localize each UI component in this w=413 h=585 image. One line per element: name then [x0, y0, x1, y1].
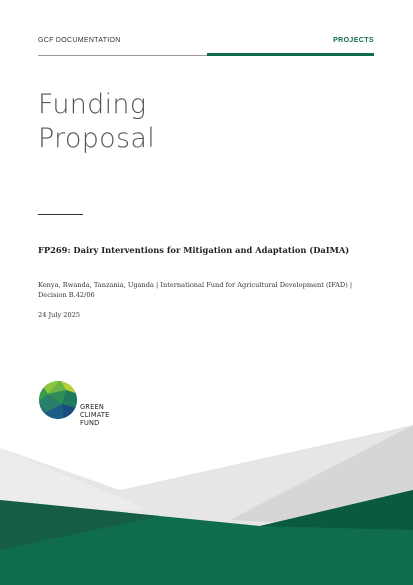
project-title: FP269: Dairy Interventions for Mitigation and Adaptation (DaIMA)	[38, 245, 350, 255]
title-divider	[38, 214, 83, 215]
project-date: 24 July 2025	[38, 311, 81, 319]
wordmark-line-2: CLIMATE	[80, 411, 110, 419]
gcf-globe-icon	[38, 380, 78, 420]
wordmark-line-3: FUND	[80, 419, 100, 427]
header-divider	[38, 55, 208, 56]
decorative-footer-shapes	[0, 420, 413, 585]
header-doc-type: GCF DOCUMENTATION	[38, 37, 121, 44]
header-section-label: PROJECTS	[333, 37, 374, 44]
title-line-1: Funding	[38, 89, 147, 120]
wordmark-line-1: GREEN	[80, 403, 104, 411]
document-title	[38, 88, 155, 156]
header-accent-bar	[207, 53, 374, 56]
title-line-2: Proposal	[38, 123, 156, 154]
project-meta: Kenya, Rwanda, Tanzania, Uganda | International Fund for Agricultural Development (IFAD) | Decision B.42/06	[38, 281, 353, 299]
